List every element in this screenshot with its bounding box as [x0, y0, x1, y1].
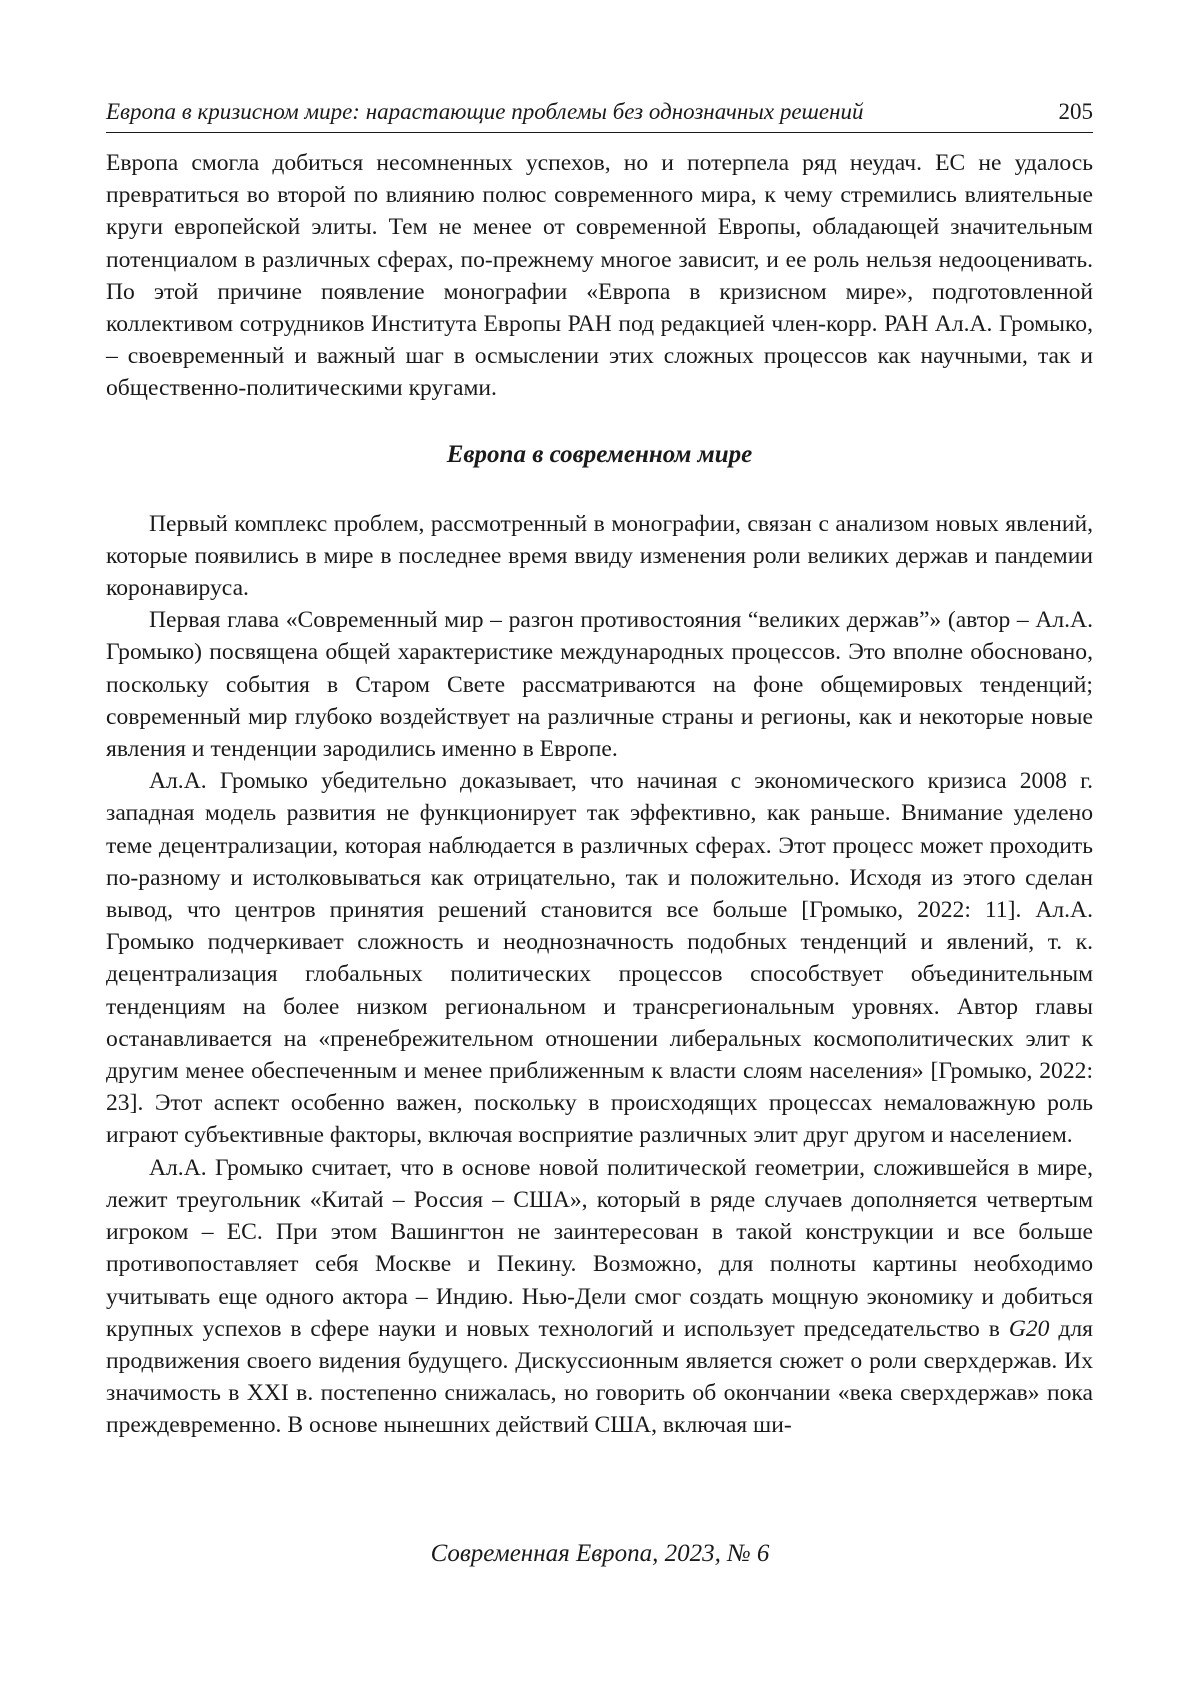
- paragraph: Ал.А. Громыко убедительно доказывает, что начиная с экономического кризиса 2008 г. западная модель развития не функционирует так эффективно, как раньше. Внимание уделено теме децентрализации, которая наблюдается в различных сферах. Этот процесс может проходить по-разному и истолковываться как отрицательно, так и положительно. Исходя из этого сделан вывод, что центров принятия решений становится все больше [Громыко, 2022: 11]. Ал.А. Громыко подчеркивает сложность и неоднозначность подобных тенденций и явлений, т. к. децентрализация глобальных политических процессов способствует объединительным тенденциям на более низком региональном и трансрегиональным уровнях. Автор главы останавливается на «пренебрежительном отношении либеральных космополитических элит к другим менее обеспеченным и менее приближенным к власти слоям населения» [Громыко, 2022: 23]. Этот аспект особенно важен, поскольку в происходящих процессах немаловажную роль играют субъективные факторы, включая восприятие различных элит друг другом и населением.: [106, 768, 1093, 1149]
- running-header: [106, 96, 1093, 133]
- page-number: 205: [1058, 99, 1093, 124]
- body-text: [106, 147, 1093, 1442]
- journal-footer: Современная Европа, 2023, № 6: [430, 1540, 770, 1567]
- section-heading: Европа в современном мире: [446, 440, 753, 468]
- g20-term: G20: [1008, 1315, 1050, 1342]
- running-title: Европа в кризисном мире: нарастающие проблемы без однозначных решений: [106, 99, 864, 124]
- paragraph-text: Ал.А. Громыко считает, что в основе новой политической геометрии, сложившейся в мире, лежит треугольник «Китай – Россия – США», который в ряде случаев дополняется четвертым игроком – ЕС. При этом Вашингтон не заинтересован в такой конструкции и все больше противопоставляет себя Москве и Пекину. Возможно, для полноты картины необходимо учитывать еще одного актора – Индию. Нью-Дели смог создать мощную экономику и добиться крупных успехов в сфере науки и новых технологий и использует председательство в: [106, 1154, 1093, 1342]
- page-content: [106, 96, 1093, 1442]
- paragraph-text: для продвижения своего видения будущего. Дискуссионным является сюжет о роли сверхдержав. Их значимость в XXI в. постепенно снижалась, но говорить об окончании «века сверхдержав» пока преждевременно. В основе нынешних действий США, включая ши-: [106, 1315, 1093, 1439]
- paragraph: Первый комплекс проблем, рассмотренный в монографии, связан с анализом новых явлений, которые появились в мире в последнее время ввиду изменения роли великих держав и пандемии коронавируса.: [106, 510, 1093, 602]
- paragraph: Первая глава «Современный мир – разгон противостояния “великих держав”» (автор – Ал.А. Громыко) посвящена общей характеристике международных процессов. Это вполне обосновано, поскольку события в Старом Свете рассматриваются на фоне общемировых тенденций; современный мир глубоко воздействует на различные страны и регионы, как и некоторые новые явления и тенденции зародились именно в Европе.: [106, 607, 1093, 763]
- paragraph-last: [106, 1152, 1093, 1442]
- intro-paragraph: Европа смогла добиться несомненных успехов, но и потерпела ряд неудач. ЕС не удалось превратиться во второй по влиянию полюс современного мира, к чему стремились влиятельные круги европейской элиты. Тем не менее от современной Европы, обладающей значительным потенциалом в различных сферах, по-прежнему многое зависит, и ее роль нельзя недооценивать. По этой причине появление монографии «Европа в кризисном мире», подготовленной коллективом сотрудников Института Европы РАН под редакцией член-корр. РАН Ал.А. Громыко, – своевременный и важный шаг в осмыслении этих сложных процессов как научными, так и общественно-политическими кругами.: [106, 150, 1093, 402]
